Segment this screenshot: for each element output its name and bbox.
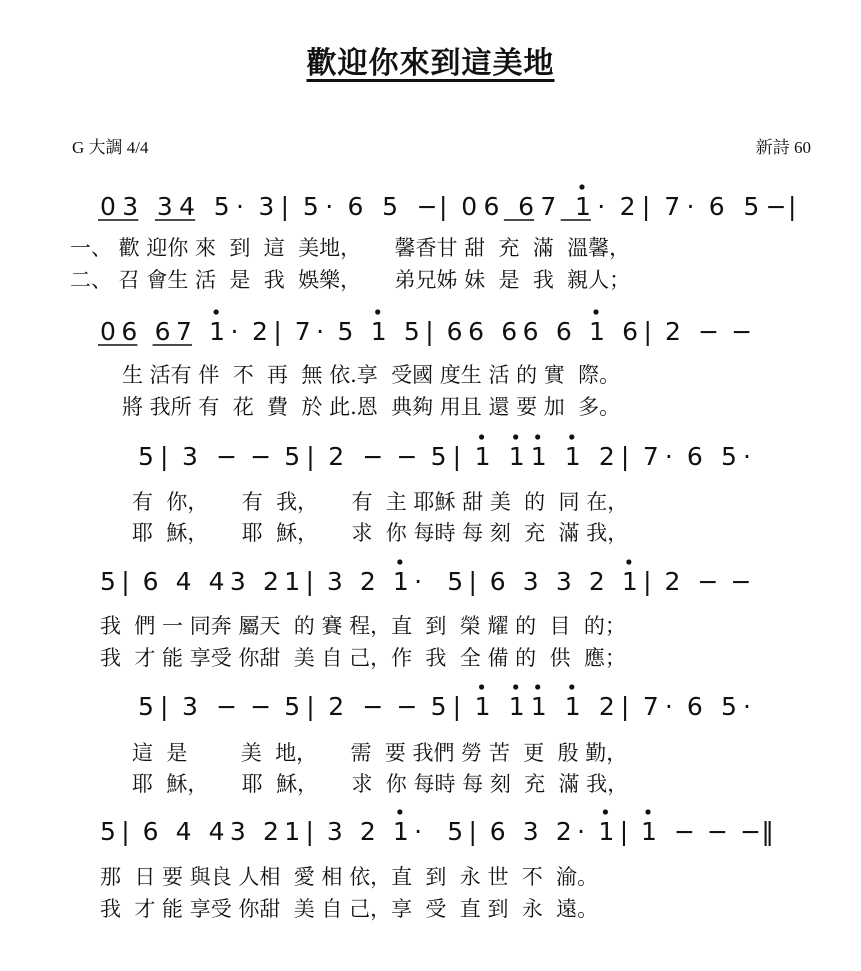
note: 2 (328, 692, 345, 721)
octave-dot (397, 559, 402, 564)
octave-dot (626, 559, 631, 564)
note: 1 (598, 817, 615, 846)
key-signature: G 大調 4/4 (72, 138, 149, 157)
song-title: 歡迎你來到這美地 (306, 46, 555, 81)
note: 5 (721, 442, 737, 471)
note: 0 (461, 192, 478, 221)
note: 5 (138, 692, 154, 721)
note: 3 (229, 567, 246, 596)
note: · (743, 442, 751, 471)
note: 7 (642, 442, 659, 471)
note: 2 (328, 442, 345, 471)
note: 1 (508, 692, 525, 721)
lyric-line: 二、 召 會生 活 是 我 娛樂， 弟兄姊 妹 是 我 親人； (70, 268, 631, 292)
note: 6 (708, 192, 725, 221)
barline: | (452, 442, 462, 471)
note: 1 (621, 567, 638, 596)
lyric-line: 有 你， 有 我， 有 主 耶穌 甜 美 的 同 在， (132, 490, 629, 514)
note: 0 (100, 317, 116, 346)
note: · (325, 192, 334, 221)
lyric-line: 耶 穌， 耶 穌， 求 你 每時 每 刻 充 滿 我， (132, 772, 629, 796)
octave-dot (214, 309, 219, 314)
note: 3 (522, 817, 539, 846)
note: − (396, 692, 418, 721)
note: 3 (182, 442, 198, 471)
lyric-line: 我 們 一 同奔 屬天 的 賽 程，直 到 榮 耀 的 目 的； (100, 614, 626, 638)
note: 5 (447, 817, 464, 846)
note: · (664, 692, 673, 721)
lyric-line: 耶 穌， 耶 穌， 求 你 每時 每 刻 充 滿 我， (132, 521, 629, 545)
notation-line-1 (98, 184, 796, 221)
barline: | (273, 317, 282, 346)
note: − (674, 817, 695, 846)
note: 6 (686, 692, 703, 721)
note: 2 (588, 567, 605, 596)
octave-dot (579, 184, 584, 189)
note: 2 (262, 567, 279, 596)
barline: | (787, 192, 797, 221)
note: 6 (142, 817, 159, 846)
note: − (730, 567, 752, 596)
note: 6 (483, 192, 500, 221)
barline: | (620, 442, 630, 471)
lyric-line: 生 活有 伴 不 再 無 依.享 受國 度生 活 的 實 際。 (122, 363, 621, 387)
note: · (597, 192, 606, 221)
notation-line-5 (138, 684, 751, 721)
note: 3 (229, 817, 246, 846)
note: 6 (518, 192, 535, 221)
note: 1 (574, 192, 591, 221)
octave-dot (535, 684, 540, 689)
note: 5 (284, 442, 301, 471)
note: 4 (208, 567, 225, 596)
note: − (362, 692, 384, 721)
note: 7 (664, 192, 681, 221)
note: 2 (664, 317, 681, 346)
notation-line-4 (100, 559, 751, 596)
octave-dot (645, 809, 650, 814)
note: 5 (430, 692, 447, 721)
octave-dot (513, 434, 518, 439)
barline: | (643, 317, 652, 346)
note: 6 (142, 567, 159, 596)
note: 6 (154, 317, 171, 346)
note: 1 (508, 442, 525, 471)
note: − (250, 442, 272, 471)
note: 5 (138, 442, 154, 471)
barline: | (641, 192, 651, 221)
note: 3 (182, 692, 198, 721)
note: − (362, 442, 384, 471)
note: 6 (622, 317, 639, 346)
lyric-line: 一、 歡 迎你 來 到 這 美地， 馨香甘 甜 充 滿 溫馨， (70, 236, 631, 260)
barline: | (280, 192, 290, 221)
note: 1 (641, 817, 657, 846)
note: − (740, 817, 762, 846)
note: 1 (474, 442, 491, 471)
note: 7 (642, 692, 659, 721)
note: 5 (382, 192, 399, 221)
note: 1 (530, 692, 547, 721)
note: · (664, 442, 673, 471)
note: 3 (258, 192, 275, 221)
note: 1 (564, 692, 581, 721)
note: 4 (208, 817, 225, 846)
note: · (686, 192, 695, 221)
note: 3 (555, 567, 572, 596)
note: 1 (564, 442, 581, 471)
octave-dot (479, 684, 484, 689)
barline: ‖ (761, 817, 774, 846)
note: 7 (175, 317, 192, 346)
note: · (577, 817, 586, 846)
note: · (236, 192, 244, 221)
note: 1 (588, 317, 605, 346)
note: 6 (489, 817, 506, 846)
note: 6 (686, 442, 703, 471)
note: 5 (337, 317, 354, 346)
note: 5 (302, 192, 319, 221)
barline: | (619, 817, 629, 846)
note: 6 (555, 317, 572, 346)
note: 6 (468, 317, 484, 346)
note: − (216, 442, 238, 471)
lyric-line: 這 是 美 地， 需 要 我們 勞 苦 更 殷 勤， (132, 741, 628, 765)
note: − (416, 192, 438, 221)
note: 3 (326, 817, 343, 846)
barline: | (160, 692, 169, 721)
note: · (743, 692, 751, 721)
lyric-line: 那 日 要 與良 人相 愛 相 依，直 到 永 世 不 渝。 (100, 865, 599, 889)
note: 1 (284, 567, 301, 596)
barline: | (305, 567, 314, 596)
barline: | (438, 192, 448, 221)
barline: | (452, 692, 462, 721)
notation-line-2 (98, 309, 752, 346)
note: 4 (175, 817, 192, 846)
barline: | (643, 567, 652, 596)
barline: | (306, 442, 315, 471)
note: − (698, 317, 720, 346)
note: 6 (347, 192, 364, 221)
note: 2 (359, 567, 376, 596)
note: 2 (555, 817, 572, 846)
note: − (216, 692, 238, 721)
lyric-line: 我 才 能 享受 你甜 美 自 己，作 我 全 備 的 供 應； (100, 646, 626, 670)
note: 2 (664, 567, 681, 596)
note: 0 (100, 192, 116, 221)
note: 2 (359, 817, 376, 846)
barline: | (468, 567, 477, 596)
note: − (707, 817, 729, 846)
note: − (697, 567, 719, 596)
note: 7 (294, 317, 311, 346)
note: · (414, 817, 423, 846)
hymn-source: 新詩 60 (755, 138, 811, 157)
note: 4 (175, 567, 192, 596)
note: 1 (392, 567, 409, 596)
octave-dot (375, 309, 380, 314)
lyric-line: 將 我所 有 花 費 於 此.恩 典夠 用且 還 要 加 多。 (122, 395, 621, 419)
note: 6 (121, 317, 138, 346)
barline: | (121, 567, 130, 596)
note: 6 (446, 317, 463, 346)
note: 1 (209, 317, 226, 346)
octave-dot (569, 434, 574, 439)
note: 6 (522, 317, 539, 346)
barline: | (468, 817, 477, 846)
note: 2 (251, 317, 268, 346)
note: 3 (122, 192, 139, 221)
octave-dot (479, 434, 484, 439)
barline: | (306, 692, 315, 721)
note: − (396, 442, 418, 471)
note: 5 (721, 692, 737, 721)
note: 5 (403, 317, 420, 346)
note: 3 (522, 567, 539, 596)
note: 1 (284, 817, 301, 846)
note: 2 (262, 817, 279, 846)
note: 1 (370, 317, 387, 346)
notation-line-3 (138, 434, 751, 471)
note: 6 (501, 317, 518, 346)
note: 6 (489, 567, 506, 596)
octave-dot (513, 684, 518, 689)
barline: | (121, 817, 130, 846)
note: 3 (326, 567, 343, 596)
note: 3 (156, 192, 173, 221)
note: − (731, 317, 753, 346)
barline: | (620, 692, 630, 721)
note: 5 (100, 567, 116, 596)
octave-dot (593, 309, 598, 314)
note: 5 (430, 442, 447, 471)
note: 2 (619, 192, 636, 221)
octave-dot (397, 809, 402, 814)
note: · (230, 317, 239, 346)
note: 1 (392, 817, 409, 846)
barline: | (425, 317, 434, 346)
barline: | (160, 442, 169, 471)
note: 2 (598, 692, 615, 721)
note: 7 (540, 192, 557, 221)
note: 4 (179, 192, 196, 221)
barline: | (305, 817, 314, 846)
lyric-line: 我 才 能 享受 你甜 美 自 己，享 受 直 到 永 遠。 (100, 897, 599, 921)
note: 5 (447, 567, 464, 596)
note: 5 (284, 692, 301, 721)
octave-dot (603, 809, 608, 814)
note: · (414, 567, 423, 596)
note: 1 (474, 692, 491, 721)
octave-dot (535, 434, 540, 439)
note: − (765, 192, 787, 221)
notation-line-6 (100, 809, 774, 846)
note: − (250, 692, 272, 721)
note: 5 (743, 192, 760, 221)
note: 5 (100, 817, 116, 846)
note: 2 (598, 442, 615, 471)
note: 1 (530, 442, 547, 471)
octave-dot (569, 684, 574, 689)
note: 5 (213, 192, 230, 221)
note: · (316, 317, 325, 346)
